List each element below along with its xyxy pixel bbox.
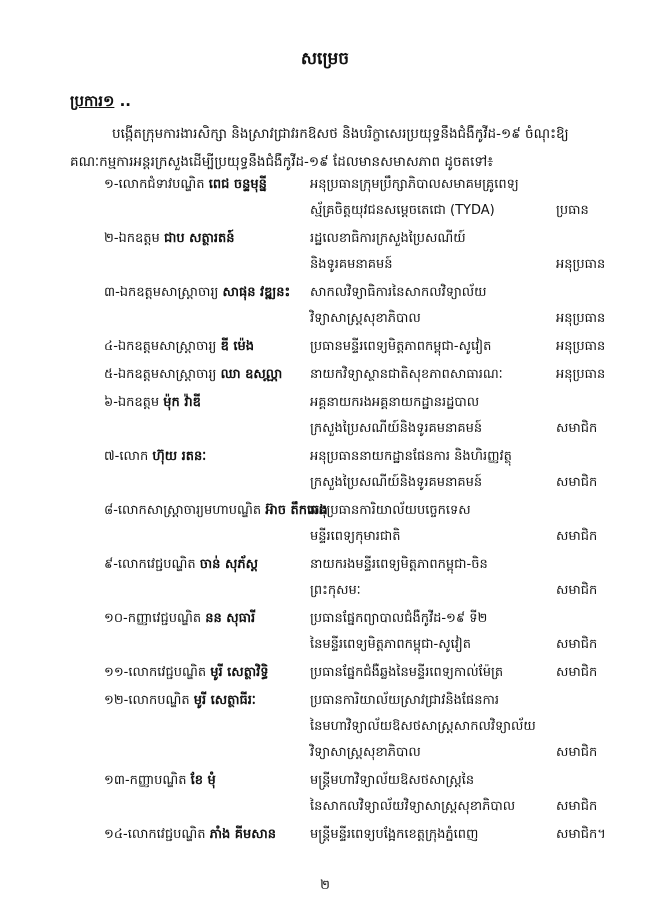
member-prefix: ១៣-កញ្ញាបណ្ឌិត: [104, 773, 187, 788]
member-description: ព្រះកុសមៈ: [310, 583, 361, 598]
member-name: ពេជ ចន្ទមុន្នី: [208, 177, 267, 192]
member-name: នន សុធារី: [205, 611, 256, 626]
member-role: សមាជិក: [556, 799, 598, 814]
article-heading: [70, 92, 131, 114]
member-name-line: [104, 822, 304, 848]
member-name-line: [104, 280, 304, 306]
member-description: ប្រធានផ្នែកជំងឺឆ្លងនៃមន្ទីរពេទ្យកាល់ម៉ែត្រ: [310, 665, 504, 680]
member-role: សមាជិក: [556, 475, 598, 490]
intro-line-1: បង្កើតក្រុមការងារសិក្សា និងស្រាវជ្រាវរកឱសថ និងបរិក្ខាសេរប្រយុទ្ធនឹងជំងឺកូវីដ-១៩ ចំណុះឱ្យ: [112, 126, 569, 142]
member-description: ក្រសួងប្រៃសណីយ៍និងទូរគមនាគមន៍: [310, 421, 483, 436]
member-name-line: [104, 390, 304, 416]
article-label: ប្រការ១: [70, 92, 115, 110]
member-description: នាយករងមន្ទីរពេទ្យមិត្តភាពកម្ពុជា-ចិន: [310, 557, 488, 572]
member-name-line: [104, 444, 304, 470]
member-prefix: ៧-លោក: [104, 449, 149, 464]
member-description: ប្រធានផ្នែកព្យាបាលជំងឺកូវីដ-១៩ ទី២: [310, 611, 488, 626]
member-description: រដ្ឋលេខាធិការក្រសួងប្រៃសណីយ៍: [310, 231, 466, 246]
member-description: នាយកវិទ្យាស្ថានជាតិសុខភាពសាធារណៈ: [310, 367, 503, 382]
member-name: មូរី សេត្ថាវិទ្ធិ: [210, 665, 269, 680]
member-description: មន្ត្រីមន្ទីរពេទ្យបង្អែកខេត្តក្រុងភ្នំពេញ: [310, 827, 479, 842]
member-role: សមាជិក: [556, 421, 598, 436]
member-description: អនុប្រធានក្រុមប្រឹក្សាភិបាលសមាគមគ្រូពេទ្យ: [310, 177, 519, 192]
member-name-line: [104, 688, 304, 714]
member-description: នៃសាកលវិទ្យាល័យវិទ្យាសាស្ត្រសុខាភិបាល: [310, 799, 516, 814]
member-role: អនុប្រធាន: [556, 367, 606, 382]
member-description: ប្រធានមន្ទីរពេទ្យមិត្តភាពកម្ពុជា-សូវៀត: [310, 339, 492, 354]
member-prefix: ៥-ឯកឧត្តមសាស្ត្រាចារ្យ: [104, 367, 217, 382]
intro-line-2: គណៈកម្មការអន្តរក្រសួងដើម្បីប្រយុទ្ធនឹងជំងឺកូវីដ-១៩ ដែលមានសមាសភាព ដូចតទៅ៖: [70, 154, 494, 170]
member-name: ឈា ឧសល្ណា: [220, 367, 283, 382]
member-role: សមាជិក: [556, 583, 598, 598]
member-name: សាផុន វឌ្ឍនះ: [222, 285, 291, 300]
member-prefix: ៤-ឯកឧត្តមសាស្ត្រាចារ្យ: [104, 339, 217, 354]
member-description: ក្រសួងប្រៃសណីយ៍និងទូរគមនាគមន៍: [310, 475, 483, 490]
member-name-line: [104, 606, 304, 632]
intro-paragraph: [70, 120, 600, 176]
member-prefix: ១១-លោកវេជ្ជបណ្ឌិត: [104, 665, 207, 680]
member-role: សមាជិក: [556, 665, 598, 680]
member-name-line: [104, 498, 328, 524]
member-name-line: [104, 362, 304, 388]
member-name: ឌី ម៉េង: [220, 339, 254, 354]
member-prefix: ២-ឯកឧត្តម: [104, 231, 160, 246]
member-description: សាកលវិទ្យាធិការនៃសាកលវិទ្យាល័យ: [310, 285, 487, 300]
member-name: ម៉ុក វ៉ាឌី: [163, 395, 201, 410]
member-prefix: ១០-កញ្ញាវេជ្ជបណ្ឌិត: [104, 611, 202, 626]
member-name-line: [104, 768, 304, 794]
member-name-line: [104, 226, 304, 252]
member-description: អនុប្រធានការិយាល័យបច្ចេកទេស: [310, 503, 471, 518]
member-name: មូរី សេត្ថាធីរៈ: [193, 693, 256, 708]
page-title: សម្រេច: [300, 49, 350, 69]
page-number: ២: [320, 878, 330, 893]
member-name-line: [104, 172, 304, 198]
member-name: ចាន់ សុភ័ស្ត: [199, 557, 258, 572]
member-role: អនុប្រធាន: [556, 257, 606, 272]
member-role: សមាជិក: [556, 637, 598, 652]
member-prefix: ៦-ឯកឧត្តម: [104, 395, 160, 410]
member-description: មន្ទីរពេទ្យកុមារជាតិ: [310, 529, 401, 544]
member-name: ជាប សត្ថារតន៍: [163, 231, 235, 246]
member-prefix: ៩-លោកវេជ្ជបណ្ឌិត: [104, 557, 196, 572]
member-description: នៃមន្ទីរពេទ្យមិត្តភាពកម្ពុជា-សូវៀត: [310, 637, 471, 652]
member-description: ប្រធានការិយាល័យស្រាវជ្រាវនិងផែនការ: [310, 693, 500, 708]
member-name-line: [104, 334, 304, 360]
member-prefix: ៨-លោកសាស្ត្រាចារ្យមហាបណ្ឌិត: [104, 503, 262, 518]
member-role: ប្រធាន: [556, 203, 589, 218]
member-role: សមាជិក: [556, 529, 598, 544]
member-description: វិទ្យាសាស្ត្រសុខាភិបាល: [310, 311, 421, 326]
member-name: ខែ មុំ: [190, 773, 216, 788]
member-prefix: ១២-លោកបណ្ឌិត: [104, 693, 190, 708]
member-description: អគ្គនាយករងអគ្គនាយកដ្ឋានរដ្ឋបាល: [310, 395, 480, 410]
member-name-line: [104, 660, 304, 686]
member-prefix: ១-លោកជំទាវបណ្ឌិត: [104, 177, 205, 192]
member-name: អ៊ាច តឹកឆេង: [265, 503, 328, 518]
member-description: អនុប្រធាននាយកដ្ឋានផែនការ និងហិរញ្ញវត្ថុ: [310, 449, 512, 464]
member-name: ភាំង គីមសាន: [209, 827, 277, 842]
member-prefix: ១៤-លោកវេជ្ជបណ្ឌិត: [104, 827, 206, 842]
member-name-line: [104, 552, 304, 578]
member-name: ហ៊ុយ រតនៈ: [152, 449, 207, 464]
member-description: ស្ម័គ្រចិត្តយុវជនសម្ដេចតេជោ (TYDA): [310, 203, 495, 218]
article-suffix: ..: [114, 92, 132, 110]
member-role: សមាជិក។: [556, 827, 606, 842]
member-description: វិទ្យាសាស្ត្រសុខាភិបាល: [310, 745, 421, 760]
member-role: សមាជិក: [556, 745, 598, 760]
member-prefix: ៣-ឯកឧត្តមសាស្ត្រាចារ្យ: [104, 285, 219, 300]
member-description: មន្ត្រីមហាវិទ្យាល័យឱសថសាស្ត្រនៃ: [310, 773, 475, 788]
member-description: នៃមហាវិទ្យាល័យឱសថសាស្ត្រសាកលវិទ្យាល័យ: [310, 719, 536, 734]
member-role: អនុប្រធាន: [556, 339, 606, 354]
member-role: អនុប្រធាន: [556, 311, 606, 326]
member-description: និងទូរគមនាគមន៍: [310, 257, 393, 272]
